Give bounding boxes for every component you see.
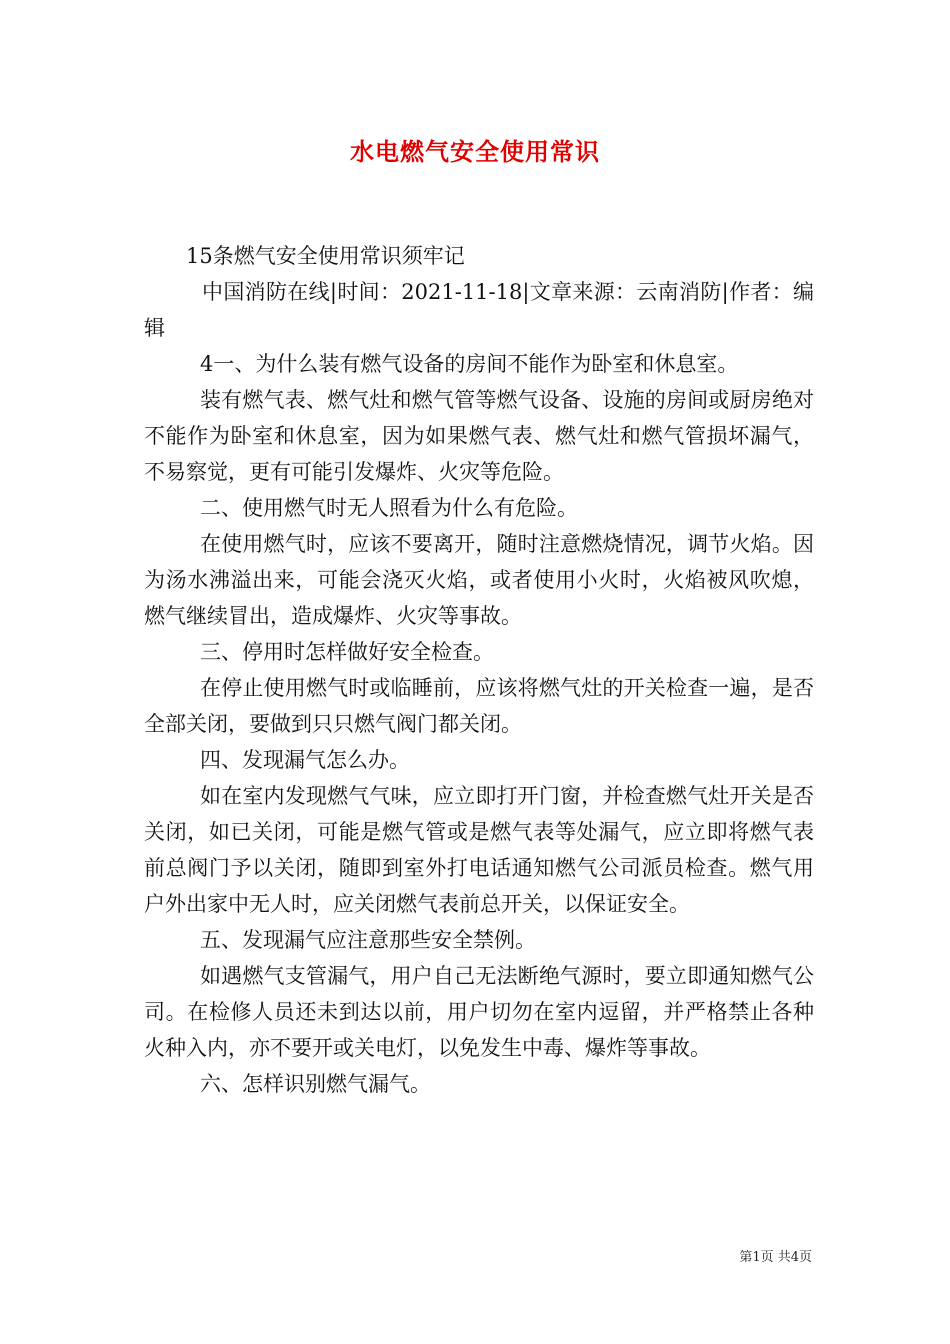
paragraph-heading-2: 二、使用燃气时无人照看为什么有危险。	[200, 496, 578, 520]
paragraph-body-1: 装有燃气表、燃气灶和燃气管等燃气设备、设施的房间或厨房绝对不能作为卧室和休息室，因为如果燃气表、燃气灶和燃气管损坏漏气，不易察觉，更有可能引发爆炸、火灾等危险。	[144, 388, 814, 484]
paragraph-body-2: 在使用燃气时，应该不要离开，随时注意燃烧情况，调节火焰。因为汤水沸溢出来，可能会浇灭火焰，或者使用小火时，火焰被风吹熄，燃气继续冒出，造成爆炸、火灾等事故。	[144, 532, 814, 628]
document-subtitle: 15条燃气安全使用常识须牢记	[186, 244, 465, 268]
paragraph-body-3: 在停止使用燃气时或临睡前，应该将燃气灶的开关检查一遍，是否全部关闭，要做到只只燃气阀门都关闭。	[144, 676, 814, 736]
paragraph-heading-1: 4一、为什么装有燃气设备的房间不能作为卧室和休息室。	[200, 352, 739, 376]
paragraph-heading-5: 五、发现漏气应注意那些安全禁例。	[200, 928, 536, 952]
paragraph-heading-6: 六、怎样识别燃气漏气。	[200, 1072, 431, 1096]
paragraph-heading-4: 四、发现漏气怎么办。	[200, 748, 410, 772]
document-title: 水电燃气安全使用常识	[350, 137, 600, 166]
paragraph-body-5: 如遇燃气支管漏气，用户自己无法断绝气源时，要立即通知燃气公司。在检修人员还未到达以前，用户切勿在室内逗留，并严格禁止各种火种入内，亦不要开或关电灯，以免发生中毒、爆炸等事故。	[144, 964, 814, 1060]
paragraph-heading-3: 三、停用时怎样做好安全检查。	[200, 640, 494, 664]
page-number-footer: 第1页 共4页	[739, 1250, 812, 1265]
paragraph-body-4: 如在室内发现燃气气味，应立即打开门窗，并检查燃气灶开关是否关闭，如已关闭，可能是燃气管或是燃气表等处漏气，应立即将燃气表前总阀门予以关闭，随即到室外打电话通知燃气公司派员检查。燃气用户外出家中无人时，应关闭燃气表前总开关，以保证安全。	[144, 784, 814, 916]
document-body	[144, 238, 814, 1102]
source-line: 中国消防在线|时间：2021-11-18|文章来源：云南消防|作者：编辑	[144, 280, 814, 340]
